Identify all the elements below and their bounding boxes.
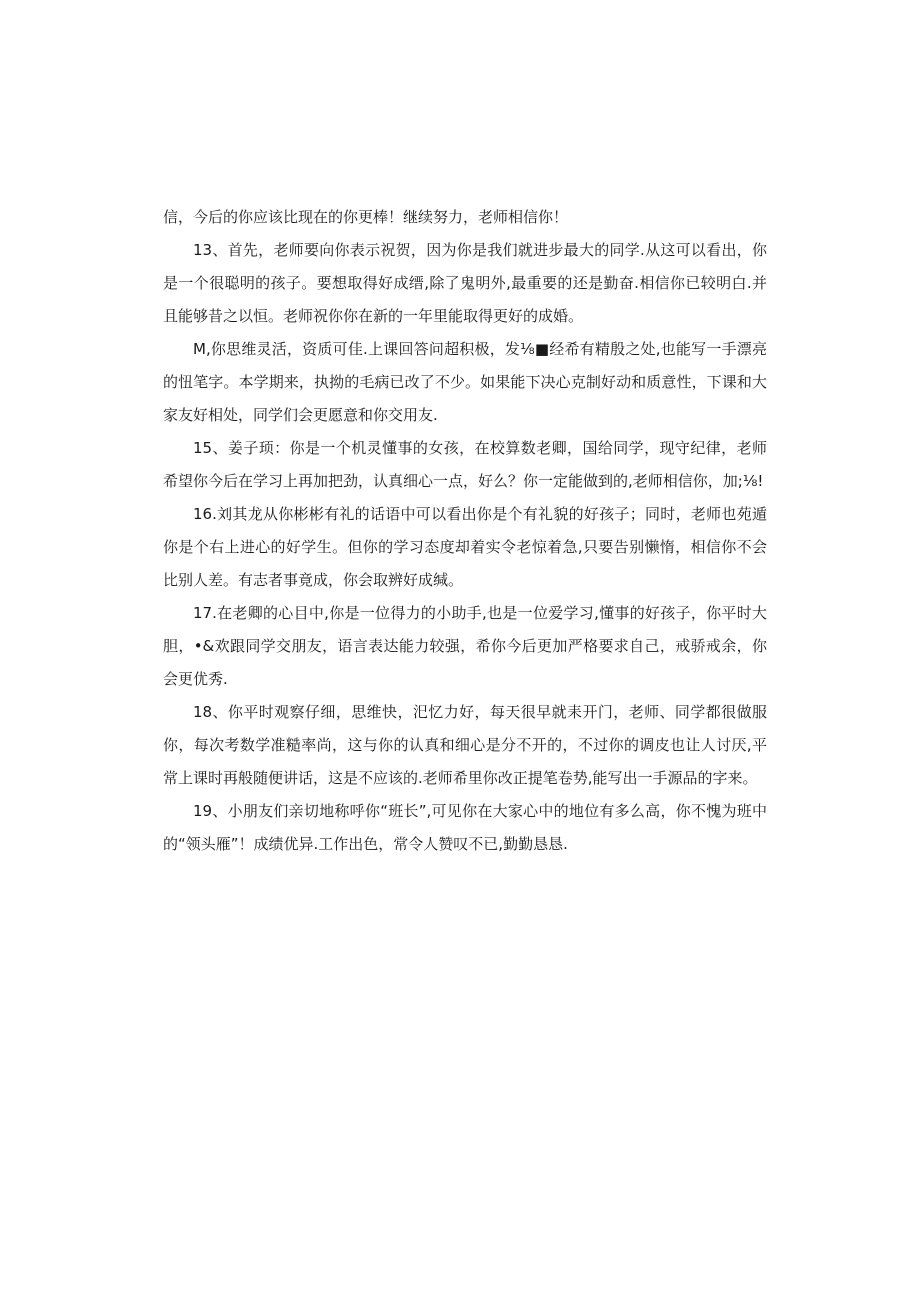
paragraph-14: M,你思维灵活，资质可佳.上课回答问超积极，发⅛■经希有精殷之处,也能写一手漂亮的忸笔字。本学期来，执拗的毛病已改了不少。如果能下决心克制好动和质意性，下课和大家友好相处，同学们会更愿意和你交用友. <box>163 340 767 424</box>
paragraph-18: 18、你平时观察仔细，思维快，汜忆力好，每天很早就耒开门，老师、同学都很做服你，每次考数学准糙率尚，这与你的认真和细心是分不开的，不过你的调皮也让人讨厌,平常上课时再般随便讲话，这是不应该的.老师希里你改正提笔卷势,能写出一手源品的字来。 <box>163 703 767 787</box>
paragraph-13: 13、首先，老师要向你表示祝贺，因为你是我们就进步最大的同学.从这可以看出，你是一个很聪明的孩子。要想取得好成缙,除了鬼明外,最重要的还是勤奋.相信你已较明白.并且能够昔之以恒。老师祝你你在新的一年里能取得更好的成婚。 <box>163 241 767 325</box>
paragraph-19: 19、小朋友们亲切地称呼你“班长”,可见你在大家心中的地位有多么高，你不愧为班中的“领头雁”！成绩优异.工作出色，常令人赞叹不已,勤勤恳恳. <box>163 802 767 853</box>
paragraph-15: 15、姜子顼：你是一个机灵懂事的女孩，在校算数老卿，国给同学，现守纪律，老师希望你今后在学习上再加把劲，认真细心一点，好么？你一定能做到的,老师相信你，加;⅛! <box>163 439 767 490</box>
document-body <box>163 201 767 861</box>
paragraph-continued: 信，今后的你应该比现在的你更棒！继续努力，老师相信你！ <box>163 208 569 226</box>
paragraph-16: 16.刘其龙从你彬彬有礼的话语中可以看出你是个有礼貌的好孩子；同时，老师也苑遁你是个右上进心的好学生。但你的学习态度却着实令老惊着急,只要告别懒惰，相信你不会比别人差。有志者事竟成，你会取辨好成缄。 <box>163 505 767 589</box>
paragraph-17: 17.在老卿的心目中,你是一位得力的小助手,也是一位爱学习,懂事的好孩子，你平时大胆，•&欢跟同学交朋友，语言表达能力较强，希你今后更加严格要求自己，戒骄戒余，你会更优秀. <box>163 604 767 688</box>
